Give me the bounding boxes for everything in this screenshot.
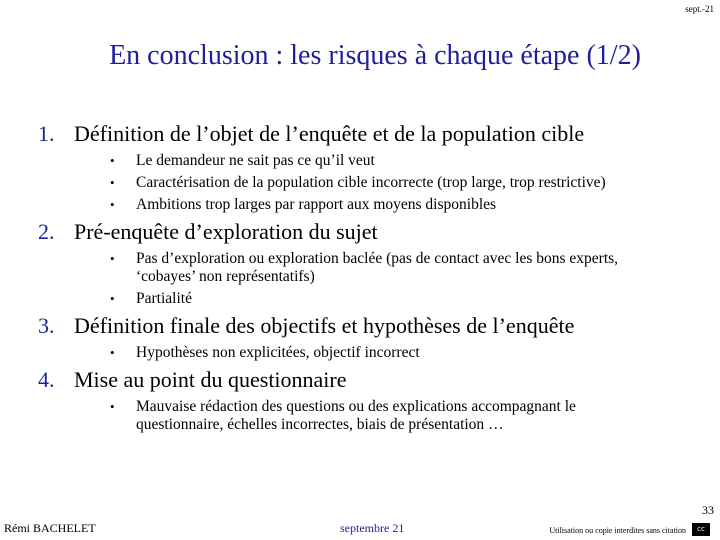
list-item [110, 152, 678, 170]
slide-content [38, 120, 678, 438]
section-title: Définition de l’objet de l’enquête et de la population cible [74, 121, 585, 146]
section-title: Pré-enquête d’exploration du sujet [74, 219, 378, 244]
bullet-text: Partialité [136, 290, 192, 307]
section-heading [38, 312, 678, 340]
footer-license: Utilisation ou copie interdites sans citation [549, 526, 686, 535]
bullet-icon: • [110, 175, 115, 190]
section-heading [38, 218, 678, 246]
footer-author: Rémi BACHELET [4, 521, 96, 535]
bullet-icon: • [110, 197, 115, 212]
section-title: Définition finale des objectifs et hypothèses de l’enquête [74, 313, 575, 338]
bullet-list [38, 344, 678, 362]
bullet-text: Pas d’exploration ou exploration baclée (pas de contact avec les bons experts, ‘cobayes’ non représentatifs) [136, 250, 619, 285]
section-2 [38, 218, 678, 308]
bullet-list [38, 152, 678, 214]
bullet-icon: • [110, 345, 115, 360]
bullet-text: Le demandeur ne sait pas ce qu’il veut [136, 152, 375, 169]
bullet-text: Mauvaise rédaction des questions ou des explications accompagnant le questionnaire, échelles incorrectes, biais de présentation … [136, 398, 576, 433]
section-heading [38, 120, 678, 148]
bullet-icon: • [110, 399, 115, 414]
list-item [110, 398, 678, 434]
section-1 [38, 120, 678, 214]
bullet-list [38, 250, 678, 308]
bullet-text: Ambitions trop larges par rapport aux moyens disponibles [136, 196, 497, 213]
list-item [110, 344, 678, 362]
section-3 [38, 312, 678, 362]
slide-title: En conclusion : les risques à chaque étape (1/2) [109, 40, 641, 71]
section-4 [38, 366, 678, 434]
bullet-text: Hypothèses non explicitées, objectif incorrect [136, 344, 420, 361]
section-heading [38, 366, 678, 394]
section-title: Mise au point du questionnaire [74, 367, 347, 392]
slide-date: sept.-21 [685, 4, 714, 14]
footer-date: septembre 21 [340, 521, 405, 535]
list-item [110, 250, 678, 286]
section-number: 1. [38, 121, 55, 146]
section-number: 2. [38, 219, 55, 244]
list-item [110, 196, 678, 214]
section-number: 3. [38, 313, 55, 338]
section-number: 4. [38, 367, 55, 392]
bullet-text: Caractérisation de la population cible incorrecte (trop large, trop restrictive) [136, 174, 606, 191]
bullet-icon: • [110, 153, 115, 168]
list-item [110, 290, 678, 308]
cc-license-icon: cc [692, 523, 710, 536]
bullet-icon: • [110, 291, 115, 306]
page-number: 33 [702, 503, 714, 517]
bullet-icon: • [110, 251, 115, 266]
list-item [110, 174, 678, 192]
bullet-list [38, 398, 678, 434]
